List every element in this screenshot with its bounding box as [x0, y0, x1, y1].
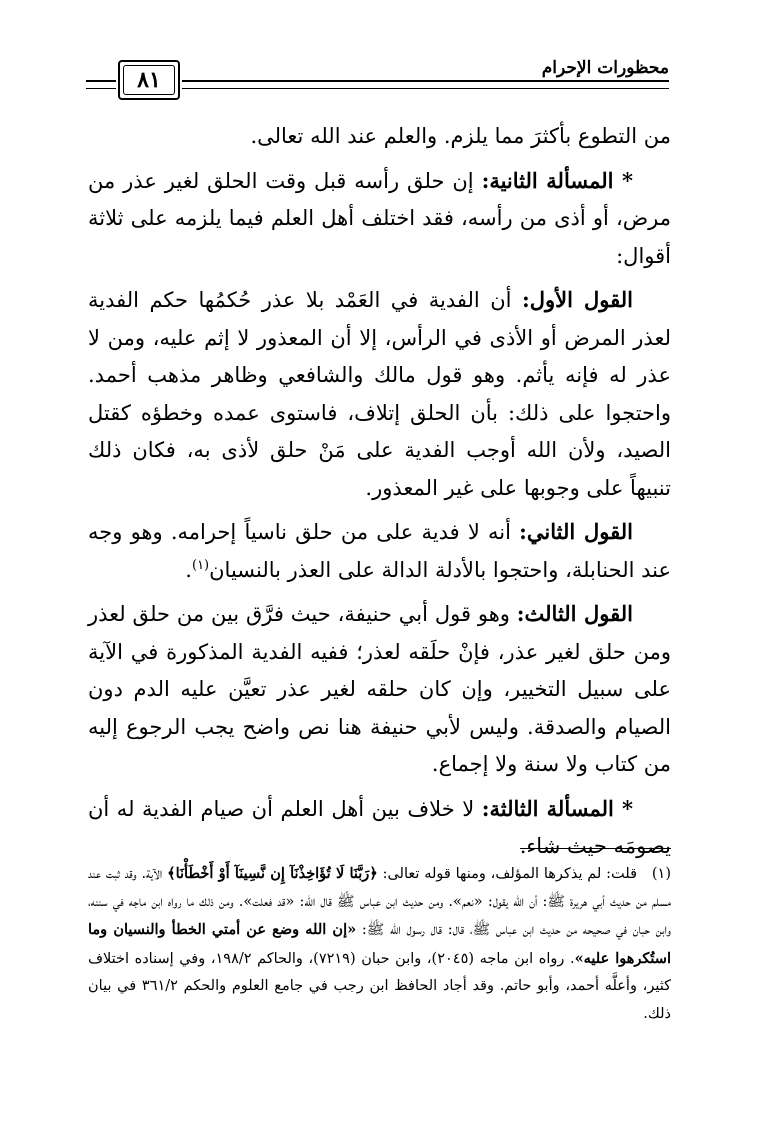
main-text: [88, 118, 671, 872]
page-header: [86, 60, 669, 110]
opinion-2-text: أنه لا فدية على من حلق ناسياً إحرامه. وهو وجه عند الحنابلة، واحتجوا بالأدلة الدالة على العذر بالنسيان: [88, 520, 671, 582]
footnote-number: (١): [651, 866, 671, 882]
header-rule-right: [182, 80, 669, 89]
issue-2-text: إن حلق رأسه قبل وقت الحلق لغير عذر من مرض، أو أذى من رأسه، فقد اختلف أهل العلم فيما يلزمه على ثلاثة أقوال:: [88, 168, 671, 268]
paragraph-1: [88, 118, 671, 156]
footnote-text-2: الآية. وقد ثبت عند مسلم من حديث أبي هريرة ﷺ: أن الله يقول: «نعم». ومن حديث ابن عباس ﷺ قال الله: «قد فعلت». ومن ذلك ما رواه ابن ماجه في سننه، وابن حبان في صحيحه من حديث ابن عباس ﷺ، قال: قال رسول الله ﷺ:: [88, 866, 671, 938]
opinion-1-text: أن الفدية في العَمْد بلا عذر حُكمُها حكم الفدية لعذر المرض أو الأذى في الرأس، إلا أن المعذور لا إثم عليه، ومن لا عذر له فإنه يأثم. وهو قول مالك والشافعي وظاهر مذهب أحمد. واحتجوا على ذلك: بأن الحلق إتلاف، فاستوى عمده وخطؤه كقتل الصيد، ولأن الله أوجب الفدية على مَنْ حلق لأذى به، فكان ذلك تنبيهاً على وجوبها على غير المعذور.: [88, 288, 671, 500]
footnote-hadith: «إن الله وضع عن أمتي الخطأ والنسيان وما استُكرهوا عليه»: [88, 921, 671, 967]
page-number: ٨١: [137, 67, 161, 93]
footnote: [88, 860, 671, 1028]
opinion-2-label: القول الثاني:: [519, 519, 633, 544]
footnote-separator: [520, 848, 671, 849]
paragraph-issue-3: [88, 790, 671, 866]
paragraph-issue-2: [88, 162, 671, 276]
opinion-3-label: القول الثالث:: [516, 601, 633, 626]
paragraph-1-text: من التطوع بأكثرَ مما يلزم. والعلم عند الله تعالى.: [250, 124, 671, 148]
footnote-reference[interactable]: (١): [191, 557, 210, 573]
running-title: محظورات الإحرام: [534, 58, 669, 78]
paragraph-opinion-1: [88, 281, 671, 507]
opinion-3-text: وهو قول أبي حنيفة، حيث فرَّق بين من حلق لعذر ومن حلق لغير عذر، فإنْ حلَقه لعذر؛ ففيه الفدية المذكورة في الآية على سبيل التخيير، وإن كان حلقه لغير عذر تعيَّن عليه الدم دون الصيام والصدقة. وليس لأبي حنيفة هنا نص واضح يجب الرجوع إليه من كتاب ولا سنة ولا إجماع.: [88, 602, 671, 776]
page-number-frame: [118, 60, 180, 100]
issue-2-label: * المسألة الثانية:: [481, 167, 634, 193]
header-rule-left: [86, 80, 116, 89]
opinion-2-end: .: [185, 557, 192, 582]
issue-3-text: لا خلاف بين أهل العلم أن صيام الفدية له أن يصومَه حيث شاء.: [88, 796, 671, 858]
footnote-quran-verse: ﴿رَبَّنَا لَا تُؤَاخِذْنَآ إِن نَّسِينَآ أَوْ أَخْطَأْنَا﴾: [167, 865, 378, 882]
footnote-text-3: . رواه ابن ماجه (٢٠٤٥)، وابن حبان (٧٢١٩)، والحاكم ١٩٨/٢، وفي إسناده اختلاف كثير، وأعلَّه أحمد، وأبو حاتم. وقد أجاد الحافظ ابن رجب في جامع العلوم والحكم ٣٦١/٢ في بيان ذلك.: [88, 950, 671, 1022]
paragraph-opinion-2: [88, 513, 671, 589]
issue-3-label: * المسألة الثالثة:: [481, 795, 633, 821]
footnote-text-1: قلت: لم يذكرها المؤلف، ومنها قوله تعالى:: [377, 866, 637, 882]
paragraph-opinion-3: [88, 595, 671, 784]
opinion-1-label: القول الأول:: [521, 287, 633, 312]
